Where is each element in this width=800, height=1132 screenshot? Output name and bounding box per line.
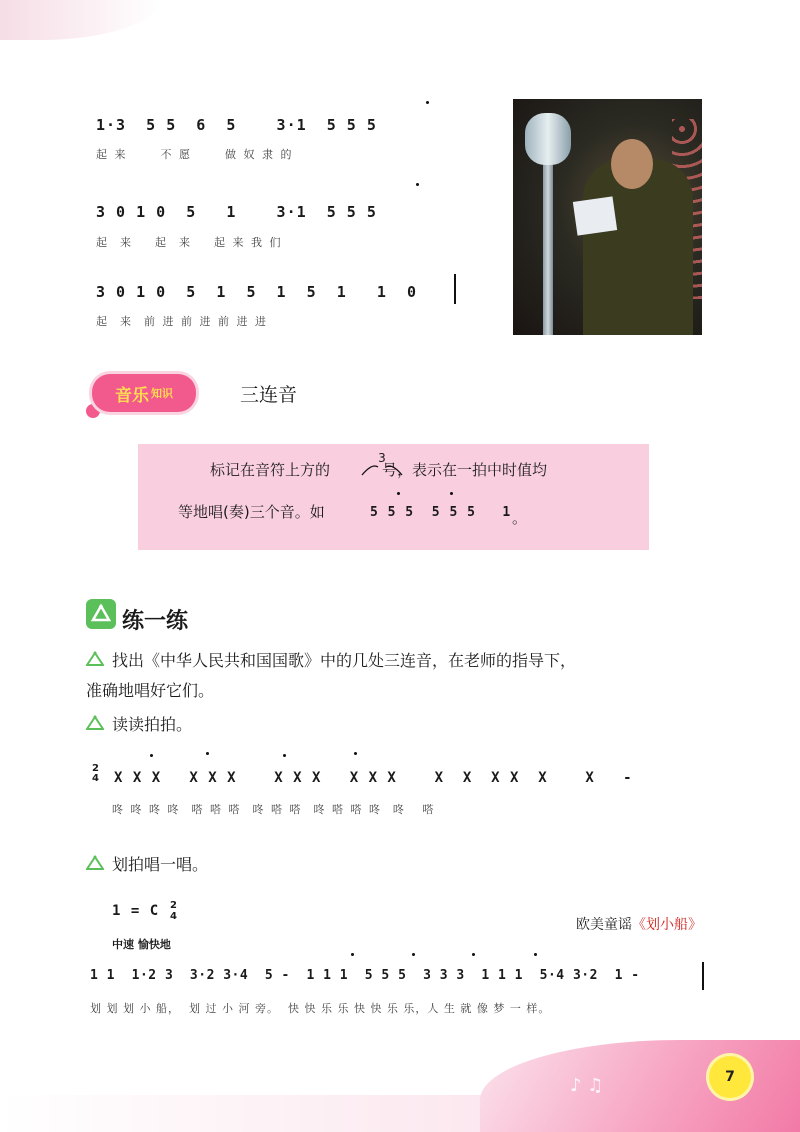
rhythm-time-signature: 2 4 <box>92 763 99 784</box>
accent-dot <box>150 754 153 757</box>
song-tempo: 中速 愉快地 <box>112 938 171 951</box>
badge-main-text: 音乐 <box>115 385 149 406</box>
high-note-dot <box>534 953 537 956</box>
photo-microphone <box>525 113 571 165</box>
song-title: 《划小船》 <box>632 917 702 933</box>
triplet-explanation-box <box>138 444 649 550</box>
music-knowledge-badge <box>92 374 196 412</box>
high-note-dot <box>351 953 354 956</box>
high-note-dot <box>397 492 400 495</box>
score-line-2-lyrics: 起 来 起 来 起 来 我 们 <box>96 236 283 249</box>
hanger-bullet-icon <box>86 715 104 731</box>
accent-dot <box>206 752 209 755</box>
end-barline <box>454 274 456 304</box>
triplet-number: 3 <box>378 451 386 465</box>
song-end-barline <box>702 962 704 990</box>
practice-item-1-line-2: 准确地唱好它们。 <box>86 681 215 700</box>
hanger-bullet-icon <box>86 855 104 871</box>
song-lyrics: 划 划 划 小 船， 划 过 小 河 旁。 快 快 乐 乐 快 快 乐 乐，人 生 就 像 梦 一 样。 <box>90 1002 551 1015</box>
triplet-example-notes: 5 5 5 5 5 5 1 <box>370 505 512 520</box>
practice-icon <box>86 599 116 629</box>
hanger-bullet-icon <box>86 651 104 667</box>
page-number: 7 <box>709 1056 751 1098</box>
song-attribution <box>576 914 702 934</box>
high-note-dot <box>450 492 453 495</box>
triplet-text-line-2: 等地唱(奏)三个音。如 <box>178 503 325 521</box>
score-line-3-lyrics: 起 来 前 进 前 进 前 进 进 <box>96 315 268 328</box>
triplet-text-before: 标记在音符上方的 <box>210 461 331 479</box>
rhythm-lyrics: 咚 咚 咚 咚 嗒 嗒 嗒 咚 嗒 嗒 咚 嗒 嗒 咚 咚 嗒 <box>112 803 436 816</box>
triplet-sign <box>360 451 404 477</box>
high-note-dot <box>472 953 475 956</box>
score-line-1-notes: 1·3 5 5 6 5 3·1 5 5 5 <box>96 116 377 134</box>
score-line-2-notes: 3 0 1 0 5 1 3·1 5 5 5 <box>96 203 377 221</box>
high-note-dot <box>426 101 429 104</box>
practice-item-1-line-1: 找出《中华人民共和国国歌》中的几处三连音，在老师的指导下， <box>112 651 577 670</box>
rhythm-notes: X X X X X X X X X X X X X X X X X X - <box>114 770 633 786</box>
photo-paper <box>573 196 617 235</box>
historic-photo <box>513 99 702 335</box>
song-origin: 欧美童谣 <box>576 917 632 933</box>
triplet-text-after: 号，表示在一拍中时值均 <box>382 461 548 479</box>
song-key: 1 = C <box>112 903 160 919</box>
accent-dot <box>354 752 357 755</box>
song-notes: 1 1 1·2 3 3·2 3·4 5 - 1 1 1 5 5 5 3 3 3 1 1 1 5·4 3·2 1 - <box>90 968 640 983</box>
badge-small-text: 知识 <box>151 387 173 400</box>
high-note-dot <box>412 953 415 956</box>
footer-band <box>480 1040 800 1132</box>
score-line-3-notes: 3 0 1 0 5 1 5 1 5 1 1 0 <box>96 283 417 301</box>
practice-title: 练一练 <box>122 609 189 634</box>
score-line-1-lyrics: 起 来 不 愿 做 奴 隶 的 <box>96 148 294 161</box>
footer-fade <box>0 1095 520 1132</box>
photo-speaker-head <box>611 139 653 189</box>
song-time-signature: 2 4 <box>170 900 177 922</box>
triplet-example-end: 。 <box>512 509 528 527</box>
practice-item-2: 读读拍拍。 <box>112 715 193 734</box>
top-decoration <box>0 0 160 40</box>
accent-dot <box>283 754 286 757</box>
footer-music-note-icon: ♪ ♫ <box>570 1075 604 1096</box>
high-note-dot <box>416 183 419 186</box>
photo-mic-stand <box>543 139 553 335</box>
section-title: 三连音 <box>240 384 298 406</box>
practice-item-3: 划拍唱一唱。 <box>112 855 209 874</box>
